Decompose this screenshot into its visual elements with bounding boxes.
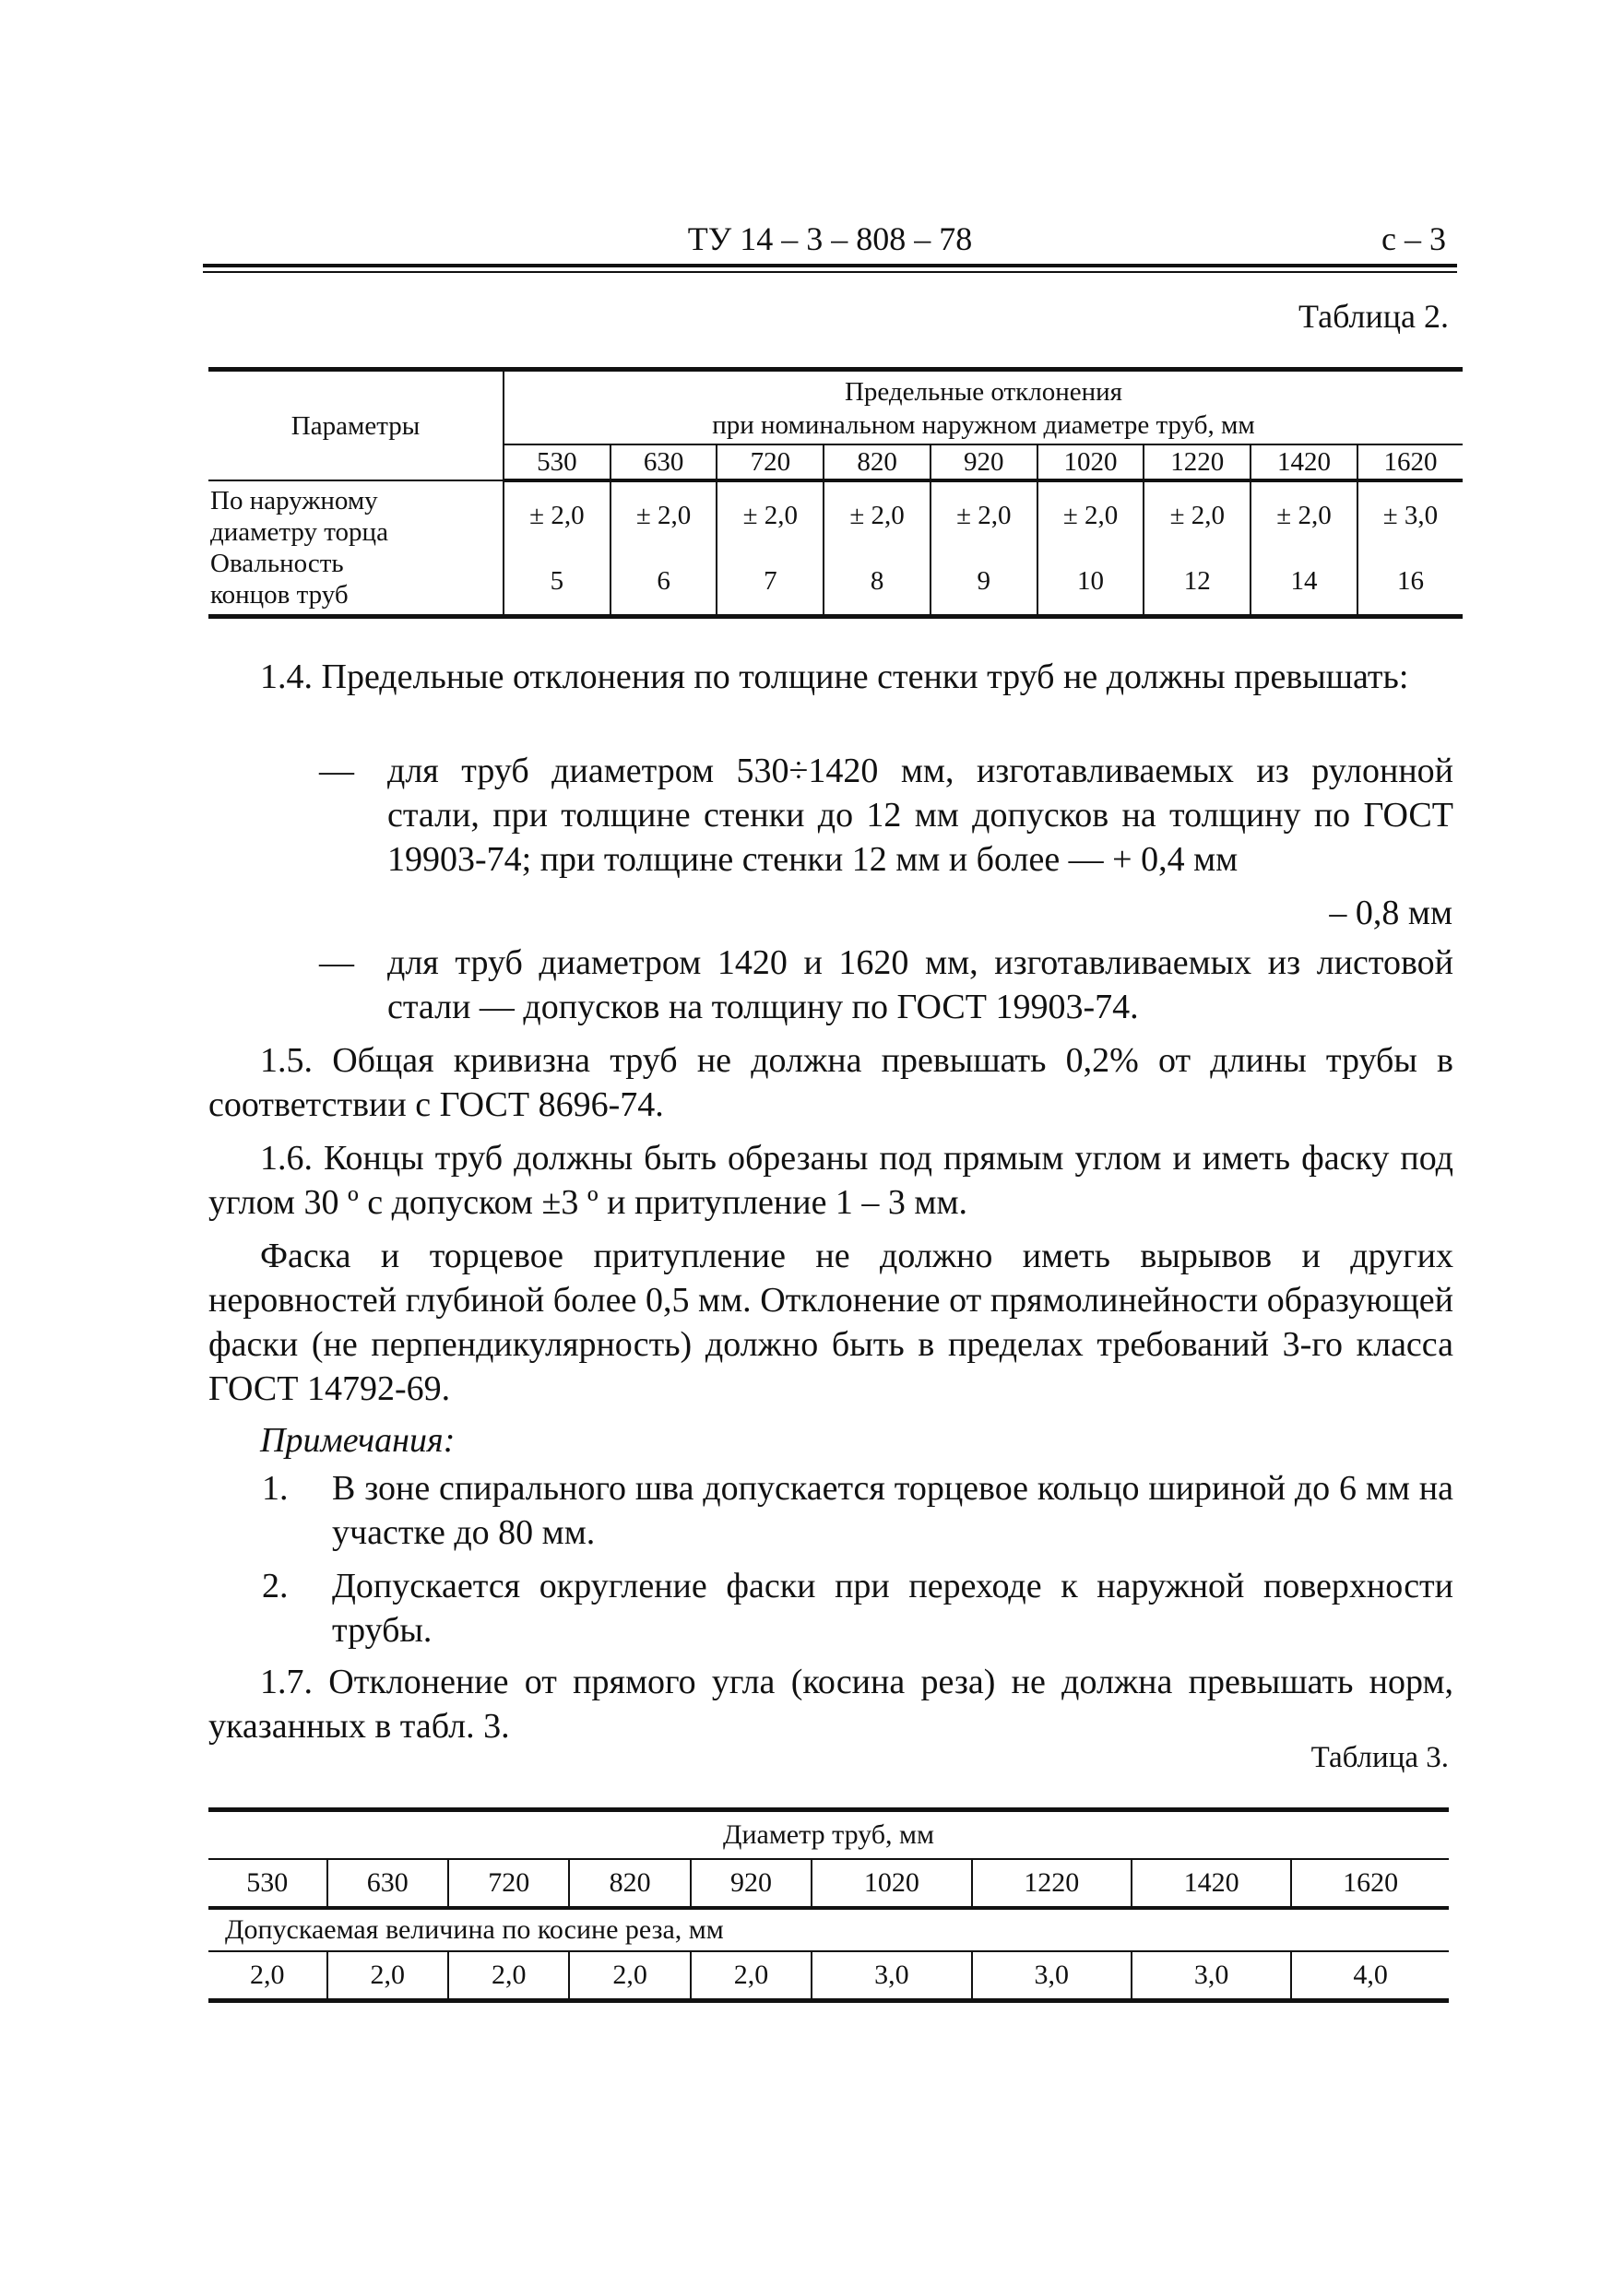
table3-diameter-cell: 530: [208, 1859, 327, 1908]
table-2: [208, 367, 1463, 619]
table-cell: 14: [1251, 548, 1357, 617]
table3-value-cell: 2,0: [448, 1951, 569, 2001]
table3-diameter-cell: 630: [327, 1859, 448, 1908]
row-label-line1: По наружному: [210, 486, 378, 515]
table-cell: 8: [824, 548, 931, 617]
dash-marker: —: [319, 943, 354, 982]
param-header: [208, 370, 504, 481]
bullet-item-1: для труб диаметром 530÷1420 мм, изготавливаемых из рулонной стали, при толщине стенки до 12 мм допусков на толщину по ГОСТ 19903-74; при толщине стенки 12 мм и более — + 0,4 мм: [387, 752, 1453, 879]
table3-value-row: [208, 1951, 1449, 2001]
table3-diameter-cell: 1220: [972, 1859, 1132, 1908]
table-row: [208, 548, 1463, 617]
row-label: [208, 548, 504, 617]
header-rule-thin: [203, 271, 1457, 273]
table-3: [208, 1807, 1449, 2003]
row-label-line2: концов труб: [210, 580, 349, 610]
table-cell: ± 2,0: [931, 480, 1037, 548]
table-cell: 12: [1144, 548, 1251, 617]
table-cell: ± 2,0: [1144, 480, 1251, 548]
table3-diameter-cell: 920: [691, 1859, 812, 1908]
table3-value-cell: 2,0: [208, 1951, 327, 2001]
table3-caption: Таблица 3.: [1310, 1741, 1449, 1774]
document-number: ТУ 14 – 3 – 808 – 78: [687, 220, 973, 257]
table-cell: ± 2,0: [610, 480, 717, 548]
table3-diameter-cell: 820: [569, 1859, 690, 1908]
table-cell: 10: [1037, 548, 1144, 617]
header-rule-thick: [203, 264, 1457, 267]
table-cell: 7: [717, 548, 824, 617]
table-cell: ± 2,0: [504, 480, 610, 548]
table2-diameter-cell: 1620: [1357, 444, 1463, 480]
table-row: [208, 480, 1463, 548]
table-cell: ± 2,0: [717, 480, 824, 548]
paragraph-1-7: 1.7. Отклонение от прямого угла (косина реза) не должна превышать норм, указанных в табл. 3.: [208, 1663, 1453, 1746]
table-cell: ± 2,0: [1251, 480, 1357, 548]
table3-value-cell: 2,0: [327, 1951, 448, 2001]
row-label: [208, 480, 504, 548]
table-cell: 16: [1357, 548, 1463, 617]
paragraph-1-4: 1.4. Предельные отклонения по толщине стенки труб не должны превышать:: [260, 657, 1409, 696]
bullet-item-2: для труб диаметром 1420 и 1620 мм, изготавливаемых из листовой стали — допусков на толщину по ГОСТ 19903-74.: [387, 943, 1453, 1026]
table3-value-cell: 3,0: [1132, 1951, 1291, 2001]
notes-title: Примечания:: [260, 1421, 456, 1460]
row-label-line2: диаметру торца: [210, 517, 388, 547]
table3-value-cell: 4,0: [1291, 1951, 1449, 2001]
table-cell: 6: [610, 548, 717, 617]
note-number: 2.: [262, 1567, 289, 1605]
table3-diameter-row: [208, 1859, 1449, 1908]
table2-diameter-cell: 720: [717, 444, 824, 480]
paragraph-1-6-continuation: Фаска и торцевое притупление не должно иметь вырывов и других неровностей глубиной более 0,5 мм. Отклонение от прямолинейности образующей фаски (не перпендикулярность) должно быть в пределах требований 3-го класса ГОСТ 14792-69.: [208, 1237, 1453, 1408]
table2-diameter-cell: 820: [824, 444, 931, 480]
table2-diameter-cell: 530: [504, 444, 610, 480]
table3-diameter-cell: 720: [448, 1859, 569, 1908]
paragraph-1-5: 1.5. Общая кривизна труб не должна превышать 0,2% от длины трубы в соответствии с ГОСТ 8696-74.: [208, 1041, 1453, 1124]
bullet-item-1-tail: – 0,8 мм: [1329, 894, 1452, 932]
table2-diameter-cell: 920: [931, 444, 1037, 480]
table3-value-cell: 3,0: [812, 1951, 971, 2001]
table-cell: ± 2,0: [824, 480, 931, 548]
table2-caption: Таблица 2.: [1298, 298, 1449, 335]
note-number: 1.: [262, 1469, 289, 1508]
table3-span-header: Диаметр труб, мм: [208, 1810, 1449, 1860]
page-number: с – 3: [1381, 220, 1446, 257]
table2-diameter-cell: 1420: [1251, 444, 1357, 480]
row-label-line1: Овальность: [210, 549, 344, 578]
paragraph-1-6: 1.6. Концы труб должны быть обрезаны под прямым углом и иметь фаску под углом 30 º с допуском ±3 º и притупление 1 – 3 мм.: [208, 1139, 1453, 1222]
span-header: [504, 370, 1463, 445]
table3-value-label: Допускаемая величина по косине реза, мм: [208, 1908, 1449, 1951]
span-header-line2: при номинальном наружном диаметре труб, мм: [712, 410, 1255, 440]
note-text: В зоне спирального шва допускается торцевое кольцо шириной до 6 мм на участке до 80 мм.: [332, 1469, 1453, 1552]
table-cell: ± 2,0: [1037, 480, 1144, 548]
table3-value-cell: 3,0: [972, 1951, 1132, 2001]
table2-diameter-cell: 1020: [1037, 444, 1144, 480]
span-header-line1: Предельные отклонения: [844, 377, 1122, 407]
page-header: [203, 219, 1457, 264]
table2-diameter-cell: 1220: [1144, 444, 1251, 480]
table-cell: ± 3,0: [1357, 480, 1463, 548]
table2-diameter-cell: 630: [610, 444, 717, 480]
table-cell: 5: [504, 548, 610, 617]
note-text: Допускается округление фаски при переходе к наружной поверхности трубы.: [332, 1567, 1453, 1650]
table3-diameter-cell: 1420: [1132, 1859, 1291, 1908]
table3-value-cell: 2,0: [569, 1951, 690, 2001]
param-header-text: Параметры: [290, 410, 421, 441]
table3-value-cell: 2,0: [691, 1951, 812, 2001]
table-cell: 9: [931, 548, 1037, 617]
dash-marker: —: [319, 752, 354, 790]
table3-diameter-cell: 1020: [812, 1859, 971, 1908]
table3-diameter-cell: 1620: [1291, 1859, 1449, 1908]
